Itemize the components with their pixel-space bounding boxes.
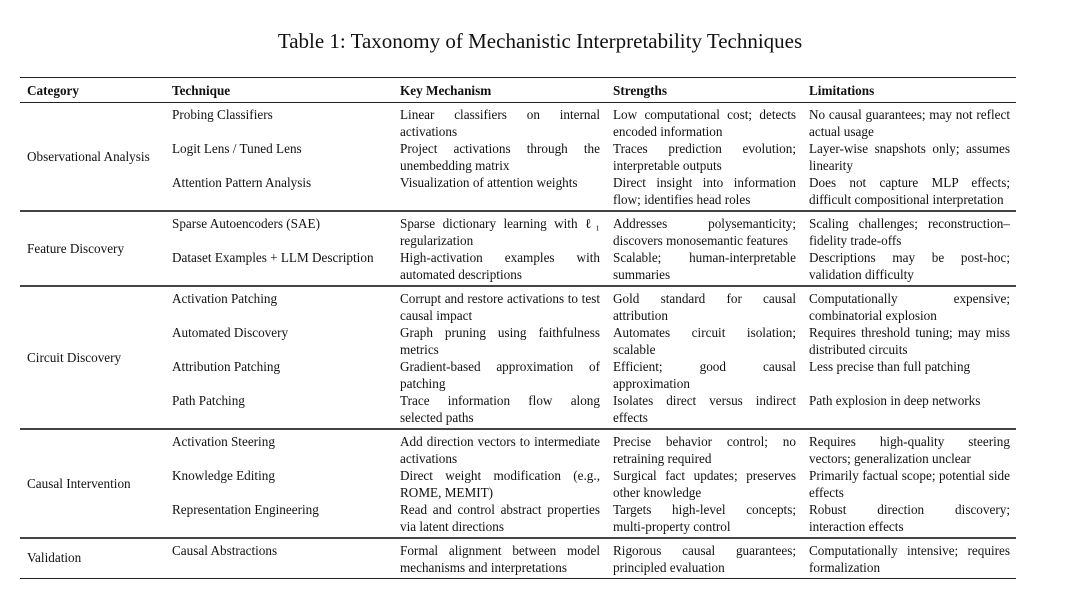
strengths-cell: Rigorous causal guarantees; principled evaluation xyxy=(613,543,796,575)
key-mechanism-cell: Trace information flow along selected paths xyxy=(400,393,600,425)
header-category: Category xyxy=(20,78,165,103)
technique-cell: Logit Lens / Tuned Lens xyxy=(172,141,302,156)
technique-cell: Activation Patching xyxy=(172,291,278,306)
limitations-cell: Path explosion in deep networks xyxy=(809,393,981,408)
technique-cell: Knowledge Editing xyxy=(172,468,275,483)
table-row xyxy=(20,174,1016,211)
key-mechanism-cell: Sparse dictionary learning with ℓ₁ regularization xyxy=(400,216,600,248)
table-bottom-rule xyxy=(20,579,1016,580)
table-row xyxy=(20,501,1016,538)
bottom-rule xyxy=(20,579,1016,580)
strengths-cell: Traces prediction evolution; interpretable outputs xyxy=(613,141,796,173)
strengths-cell: Scalable; human-interpretable summaries xyxy=(613,250,796,282)
category-cell: Feature Discovery xyxy=(27,241,125,256)
strengths-cell: Precise behavior control; no retraining required xyxy=(613,434,796,466)
strengths-cell: Surgical fact updates; preserves other knowledge xyxy=(613,468,796,500)
header-technique: Technique xyxy=(165,78,393,103)
technique-cell: Automated Discovery xyxy=(172,325,289,340)
key-mechanism-cell: Add direction vectors to intermediate activations xyxy=(400,434,600,466)
key-mechanism-cell: Gradient-based approximation of patching xyxy=(400,359,600,391)
header-key-mechanism: Key Mechanism xyxy=(393,78,606,103)
limitations-cell: Requires high-quality steering vectors; generalization unclear xyxy=(809,434,1010,466)
key-mechanism-cell: Graph pruning using faithfulness metrics xyxy=(400,325,600,357)
table-row xyxy=(20,249,1016,286)
category-cell: Observational Analysis xyxy=(27,149,150,164)
technique-cell: Sparse Autoencoders (SAE) xyxy=(172,216,320,231)
taxonomy-table-container xyxy=(20,77,1016,579)
taxonomy-table xyxy=(20,77,1016,579)
category-cell: Validation xyxy=(27,550,82,565)
table-row xyxy=(20,324,1016,358)
strengths-cell: Direct insight into information flow; identifies head roles xyxy=(613,175,796,207)
limitations-cell: Layer-wise snapshots only; assumes linearity xyxy=(809,141,1010,173)
limitations-cell: Computationally intensive; requires formalization xyxy=(809,543,1010,575)
table-body xyxy=(20,103,1016,580)
strengths-cell: Automates circuit isolation; scalable xyxy=(613,325,796,357)
header-row xyxy=(20,78,1016,103)
table-row xyxy=(20,392,1016,429)
technique-cell: Path Patching xyxy=(172,393,245,408)
strengths-cell: Targets high-level concepts; multi-property control xyxy=(613,502,796,534)
limitations-cell: Descriptions may be post-hoc; validation difficulty xyxy=(809,250,1010,282)
table-row xyxy=(20,467,1016,501)
strengths-cell: Low computational cost; detects encoded information xyxy=(613,107,796,139)
table-row xyxy=(20,358,1016,392)
key-mechanism-cell: High-activation examples with automated descriptions xyxy=(400,250,600,282)
limitations-cell: Less precise than full patching xyxy=(809,359,971,374)
table-row xyxy=(20,212,1016,250)
key-mechanism-cell: Linear classifiers on internal activations xyxy=(400,107,600,139)
technique-cell: Attention Pattern Analysis xyxy=(172,175,312,190)
key-mechanism-cell: Formal alignment between model mechanisms and interpretations xyxy=(400,543,600,575)
limitations-cell: Requires threshold tuning; may miss distributed circuits xyxy=(809,325,1010,357)
strengths-cell: Addresses polysemanticity; discovers monosemantic features xyxy=(613,216,796,248)
technique-cell: Causal Abstractions xyxy=(172,543,278,558)
limitations-cell: Scaling challenges; reconstruction–fidelity trade-offs xyxy=(809,216,1010,248)
key-mechanism-cell: Read and control abstract properties via latent directions xyxy=(400,502,600,534)
limitations-cell: Robust direction discovery; interaction effects xyxy=(809,502,1010,534)
table-row xyxy=(20,287,1016,325)
category-cell: Circuit Discovery xyxy=(27,350,122,365)
technique-cell: Attribution Patching xyxy=(172,359,281,374)
technique-cell: Activation Steering xyxy=(172,434,275,449)
limitations-cell: No causal guarantees; may not reflect actual usage xyxy=(809,107,1010,139)
table-row xyxy=(20,539,1016,579)
limitations-cell: Primarily factual scope; potential side effects xyxy=(809,468,1010,500)
strengths-cell: Efficient; good causal approximation xyxy=(613,359,796,391)
key-mechanism-cell: Corrupt and restore activations to test causal impact xyxy=(400,291,600,323)
table-row xyxy=(20,430,1016,468)
table-row xyxy=(20,103,1016,141)
strengths-cell: Isolates direct versus indirect effects xyxy=(613,393,796,425)
header-limitations: Limitations xyxy=(802,78,1016,103)
technique-cell: Representation Engineering xyxy=(172,502,319,517)
table-row xyxy=(20,140,1016,174)
category-cell: Causal Intervention xyxy=(27,476,131,491)
limitations-cell: Does not capture MLP effects; difficult compositional interpretation xyxy=(809,175,1010,207)
technique-cell: Probing Classifiers xyxy=(172,107,273,122)
strengths-cell: Gold standard for causal attribution xyxy=(613,291,796,323)
key-mechanism-cell: Project activations through the unembedding matrix xyxy=(400,141,600,173)
header-strengths: Strengths xyxy=(606,78,802,103)
key-mechanism-cell: Visualization of attention weights xyxy=(400,175,578,190)
key-mechanism-cell: Direct weight modification (e.g., ROME, MEMIT) xyxy=(400,468,600,500)
table-caption: Table 1: Taxonomy of Mechanistic Interpretability Techniques xyxy=(277,29,803,53)
technique-cell: Dataset Examples + LLM Description xyxy=(172,250,374,265)
limitations-cell: Computationally expensive; combinatorial explosion xyxy=(809,291,1010,323)
